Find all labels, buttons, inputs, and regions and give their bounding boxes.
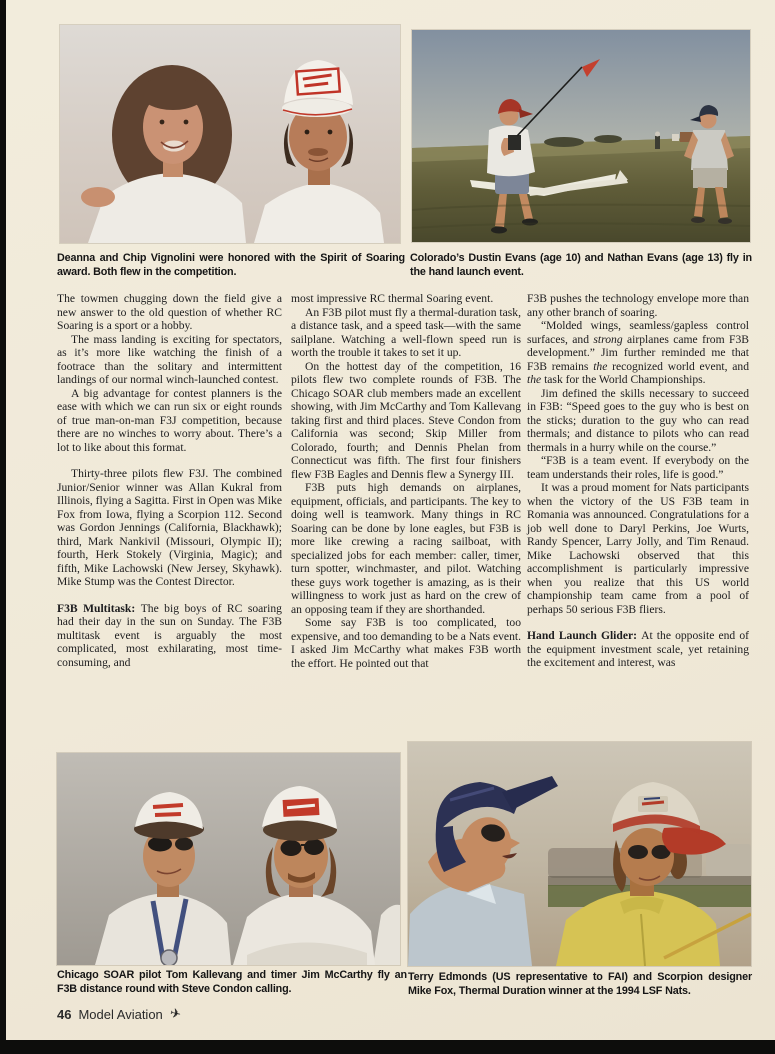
body-paragraph bbox=[527, 292, 749, 319]
text-segment: Hand Launch Glider: bbox=[527, 629, 642, 642]
photo-pilots-illustration bbox=[57, 753, 400, 965]
body-paragraph bbox=[291, 292, 521, 306]
text-segment: strong bbox=[593, 332, 623, 346]
body-paragraph bbox=[527, 481, 749, 616]
airplane-icon: ✈ bbox=[168, 1005, 183, 1022]
body-paragraph bbox=[291, 360, 521, 482]
body-paragraph bbox=[57, 292, 282, 333]
body-paragraph bbox=[527, 387, 749, 455]
photo-spirit-of-soaring bbox=[60, 25, 400, 243]
text-segment: F3B pushes the technology envelope more than any other branch of soaring. bbox=[527, 292, 749, 319]
body-paragraph bbox=[57, 387, 282, 455]
magazine-page bbox=[6, 0, 775, 1040]
magazine-title: Model Aviation bbox=[78, 1006, 163, 1022]
text-segment: Thirty-three pilots flew F3J. The combined Junior/Senior winner was Allan Kukral from Illinois, flying a Sagitta. First in Open was Mike Fox from Iowa, flying a Scorpion 112. Second was Gordon Jennings (California, Blackhawk); third, Mark Nankivil (Missouri, Olympic II); fourth, Herk Stokely (Virginia, Magic); and fifth, Mike Lachowski (New Jersey, Skyhawk). Mike Stump was the Contest Director. bbox=[57, 467, 282, 588]
text-segment: The mass landing is exciting for spectators, as it’s more like watching the finish of a footrace than the solitary and intermittent landings of our normal winch-launched contest. bbox=[57, 332, 282, 386]
photo-f3b-distance-round bbox=[57, 753, 400, 965]
photo-field-illustration bbox=[412, 30, 750, 242]
photo-couple-illustration bbox=[60, 25, 400, 243]
photo-hand-launch-field bbox=[412, 30, 750, 242]
caption-top-right: Colorado’s Dustin Evans (age 10) and Nathan Evans (age 13) fly in the hand launch event. bbox=[410, 252, 752, 278]
photo-edmonds-fox bbox=[408, 742, 751, 966]
text-segment: airplanes came from F3B development.” Jim further reminded me that F3B remains bbox=[527, 332, 749, 373]
text-segment: most impressive RC thermal Soaring event. bbox=[291, 292, 494, 305]
photo-two-men-illustration bbox=[408, 742, 751, 966]
body-paragraph bbox=[291, 306, 521, 360]
page-footer bbox=[57, 1006, 181, 1022]
text-segment: task for the World Championships. bbox=[541, 373, 706, 386]
text-segment: At the opposite end of the equipment investment scale, yet retaining the excitement and interest, was bbox=[527, 629, 749, 669]
text-segment: A big advantage for contest planners is the ease with which we can run six or eight rounds of true man-on-man F3J competition, because there are no winches to worry about. There’s a lot to like about this format. bbox=[57, 386, 282, 454]
text-segment: Some say F3B is too complicated, too expensive, and too demanding to be a Nats event. I asked Jim McCarthy what makes F3B worth the effort. He pointed out that bbox=[291, 616, 521, 670]
body-column-2 bbox=[291, 292, 521, 670]
body-paragraph bbox=[527, 319, 749, 387]
body-paragraph bbox=[57, 602, 282, 670]
body-column-1 bbox=[57, 292, 282, 669]
body-paragraph bbox=[527, 629, 749, 670]
text-segment: On the hottest day of the competition, 16 pilots flew two complete rounds of F3B. The Chicago SOAR club members made an excellent showing, with Jim McCarthy and Tom Kallevang taking first and third places. Steve Condon from California was second; Skip Miller from Colorado, fourth; and Dennis Phelan from Connecticut was fifth. The first four finishers flew F3B Eagles and Dennis flew a Synergy III. bbox=[291, 359, 521, 481]
text-segment: It was a proud moment for Nats participants when the victory of the US F3B team in Romania was announced. Congratulations for a job well done to Daryl Perkins, Joe Wurts, Randy Spencer, Larry Jolly, and Tim Renaud. Mike Lachowski observed that this accomplishment is particularly impressive when you realize that this US world championship team came from a pool of perhaps 50 serious F3B fliers. bbox=[527, 481, 749, 616]
text-segment: “F3B is a team event. If everybody on the team understands their roles, life is good.” bbox=[527, 454, 749, 481]
page-number: 46 bbox=[57, 1006, 72, 1022]
text-segment: “Molded wings, seamless/gapless control surfaces, and bbox=[527, 319, 749, 346]
body-paragraph bbox=[291, 616, 521, 670]
text-segment: The big boys of RC soaring had their day in the sun on Sunday. The F3B multitask event is arguably the most complicated, most exhilarating, most time-consuming, and bbox=[57, 601, 282, 669]
body-paragraph bbox=[291, 481, 521, 616]
body-paragraph bbox=[57, 333, 282, 387]
caption-top-left: Deanna and Chip Vignolini were honored with the Spirit of Soaring award. Both flew in the competition. bbox=[57, 252, 405, 278]
caption-bottom-right: Terry Edmonds (US representative to FAI) and Scorpion designer Mike Fox, Thermal Duration winner at the 1994 LSF Nats. bbox=[408, 971, 752, 997]
text-segment: F3B Multitask: bbox=[57, 601, 141, 615]
text-segment: The towmen chugging down the field give a new answer to the old question of whether RC Soaring is a sport or a hobby. bbox=[57, 292, 282, 332]
text-segment: Jim defined the skills necessary to succeed in F3B: “Speed goes to the guy who is best on the sticks; duration to the guy who can read thermals; and distance to pilots who can read thermals in a hurry while on the course.” bbox=[527, 386, 749, 454]
body-paragraph bbox=[527, 454, 749, 481]
caption-bottom-left: Chicago SOAR pilot Tom Kallevang and timer Jim McCarthy fly an F3B distance round with Steve Condon calling. bbox=[57, 969, 407, 995]
text-segment: F3B puts high demands on airplanes, equipment, officials, and participants. The key to doing well is teamwork. Many things in RC Soaring can be done by lone eagles, but F3B is more like crewing a racing sailboat, with specialized jobs for each member: caller, timer, turn spotter, winchmaster, and pilot. Watching these guys work together is amazing, as is their willingness to work just as hard on the crew of an opposing team if they are shorthanded. bbox=[291, 481, 521, 616]
text-segment: the bbox=[593, 359, 608, 373]
text-segment: An F3B pilot must fly a thermal-duration task, a distance task, and a speed task—with the same sailplane. Watching a well-flown speed run is worth the trouble it takes to set it up. bbox=[291, 305, 521, 359]
body-column-3 bbox=[527, 292, 749, 670]
body-paragraph bbox=[57, 467, 282, 589]
text-segment: the bbox=[527, 373, 542, 386]
text-segment: recognized world event, and bbox=[607, 359, 749, 373]
